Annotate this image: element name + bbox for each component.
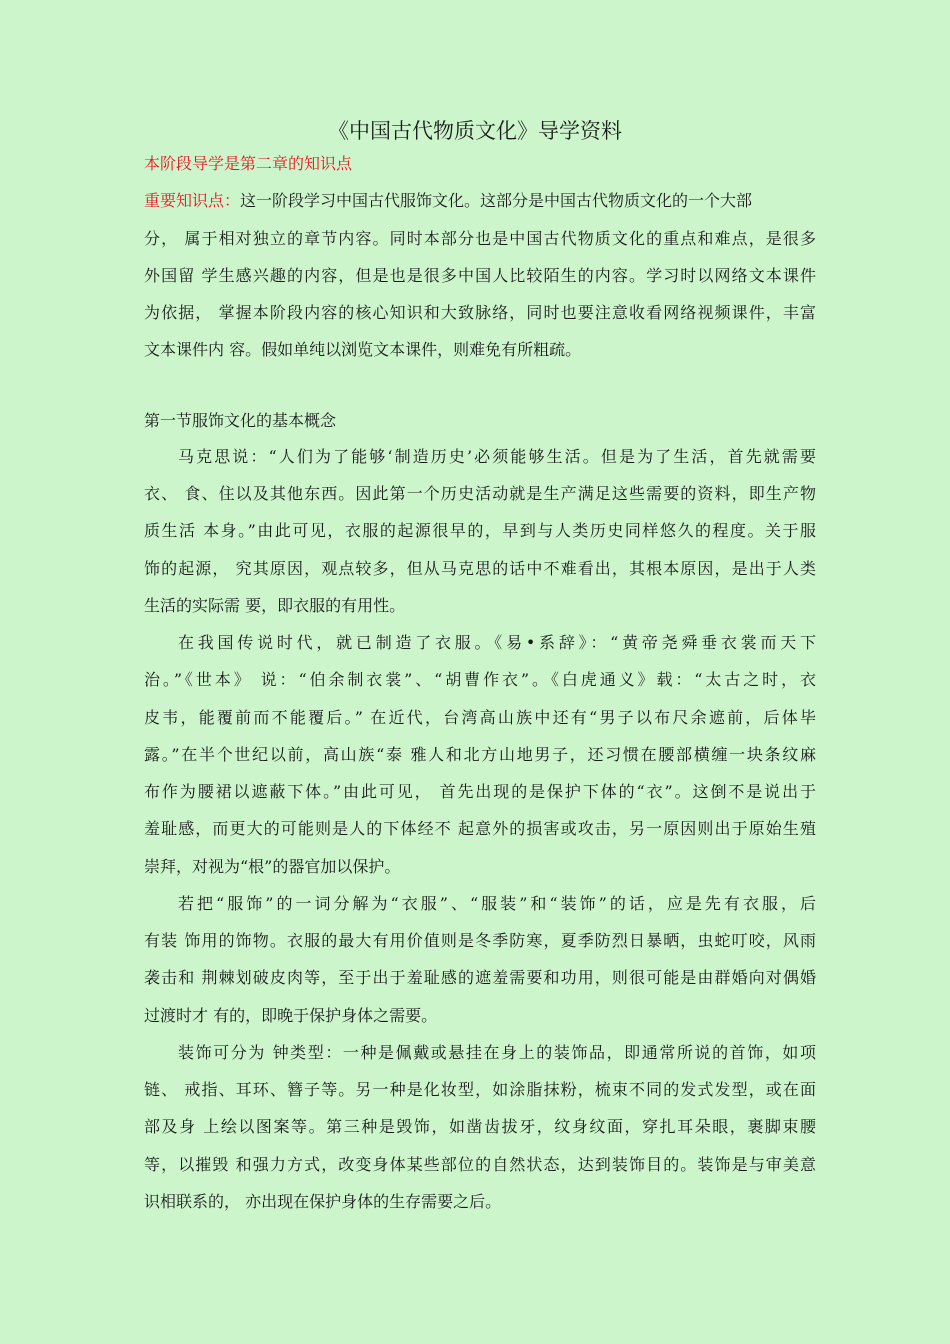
paragraph-line: 生活的实际需 要，即衣服的有用性。 — [144, 596, 406, 615]
paragraph-line: 识相联系的， 亦出现在保护身体的生存需要之后。 — [144, 1192, 502, 1211]
paragraph-line: 崇拜，对视为“根”的器官加以保护。 — [144, 857, 401, 876]
paragraph-line: 袭击和 荆棘划破皮肉等，至于出于羞耻感的遮羞需要和功用，则很可能是由群婚向对偶婚 — [144, 968, 816, 987]
paragraph-line: 马克思说：“人们为了能够‘制造历史’必须能够生活。但是为了生活，首先就需要 — [178, 447, 816, 466]
paragraph-line: 治。”《世本》 说：“伯余制衣裳”、“胡曹作衣”。《白虎通义》载：“太古之时，衣 — [144, 670, 816, 689]
intro-line-1 — [144, 188, 790, 214]
intro-line: 文本课件内 容。假如单纯以浏览文本课件，则难免有所粗疏。 — [144, 340, 582, 359]
paragraph-line: 链、 戒指、耳环、簪子等。另一种是化妆型，如涂脂抹粉，梳束不同的发式发型，或在面 — [144, 1080, 816, 1099]
intro-text: 这一阶段学习中国古代服饰文化。这部分是中国古代物质文化的一个大部 — [240, 191, 753, 210]
paragraph-line: 过渡时才 有的，即晚于保护身体之需要。 — [144, 1006, 438, 1025]
paragraph-line: 皮韦，能覆前而不能覆后。” 在近代，台湾高山族中还有“男子以布尺余遮前，后体毕 — [144, 708, 816, 727]
intro-line: 为依据， 掌握本阶段内容的核心知识和大致脉络，同时也要注意收看网络视频课件，丰富 — [144, 303, 816, 322]
stage-note: 本阶段导学是第二章的知识点 — [144, 154, 353, 173]
paragraph-line: 质生活 本身。”由此可见，衣服的起源很早的，早到与人类历史同样悠久的程度。关于服 — [144, 521, 816, 540]
paragraph-line: 若把“服饰”的一词分解为“衣服”、“服装”和“装饰”的话，应是先有衣服，后 — [178, 894, 816, 913]
paragraph-line: 饰的起源， 究其原因，观点较多，但从马克思的话中不难看出，其根本原因，是出于人类 — [144, 559, 816, 578]
paragraph-line: 衣、 食、住以及其他东西。因此第一个历史活动就是生产满足这些需要的资料，即生产物 — [144, 484, 816, 503]
paragraph-line: 等，以摧毁 和强力方式，改变身体某些部位的自然状态，达到装饰目的。装饰是与审美意 — [144, 1155, 816, 1174]
paragraph-line: 有装 饰用的饰物。衣服的最大有用价值则是冬季防寒，夏季防烈日暴晒，虫蛇叮咬，风雨 — [144, 931, 816, 950]
key-points-label: 重要知识点： — [144, 191, 241, 210]
paragraph-line: 羞耻感，而更大的可能则是人的下体经不 起意外的损害或攻击，另一原因则出于原始生殖 — [144, 819, 816, 838]
document-title: 《中国古代物质文化》导学资料 — [328, 119, 622, 143]
section-heading: 第一节服饰文化的基本概念 — [144, 411, 337, 430]
intro-line: 分， 属于相对独立的章节内容。同时本部分也是中国古代物质文化的重点和难点，是很多 — [144, 229, 816, 248]
paragraph-line: 部及身 上绘以图案等。第三种是毁饰，如凿齿拔牙，纹身纹面，穿扎耳朵眼，裹脚束腰 — [144, 1117, 816, 1136]
paragraph-line: 在我国传说时代，就已制造了衣服。《易•系辞》：“黄帝尧舜垂衣裳而天下 — [178, 633, 816, 652]
paragraph-line: 布作为腰裙以遮蔽下体。”由此可见， 首先出现的是保护下体的“衣”。这倒不是说出于 — [144, 782, 816, 801]
intro-line: 外国留 学生感兴趣的内容，但是也是很多中国人比较陌生的内容。学习时以网络文本课件 — [144, 266, 816, 285]
paragraph-line: 装饰可分为 钟类型：一种是佩戴或悬挂在身上的装饰品，即通常所说的首饰，如项 — [178, 1043, 816, 1062]
paragraph-line: 露。”在半个世纪以前，高山族“泰 雅人和北方山地男子，还习惯在腰部横缠一块条纹麻 — [144, 745, 816, 764]
